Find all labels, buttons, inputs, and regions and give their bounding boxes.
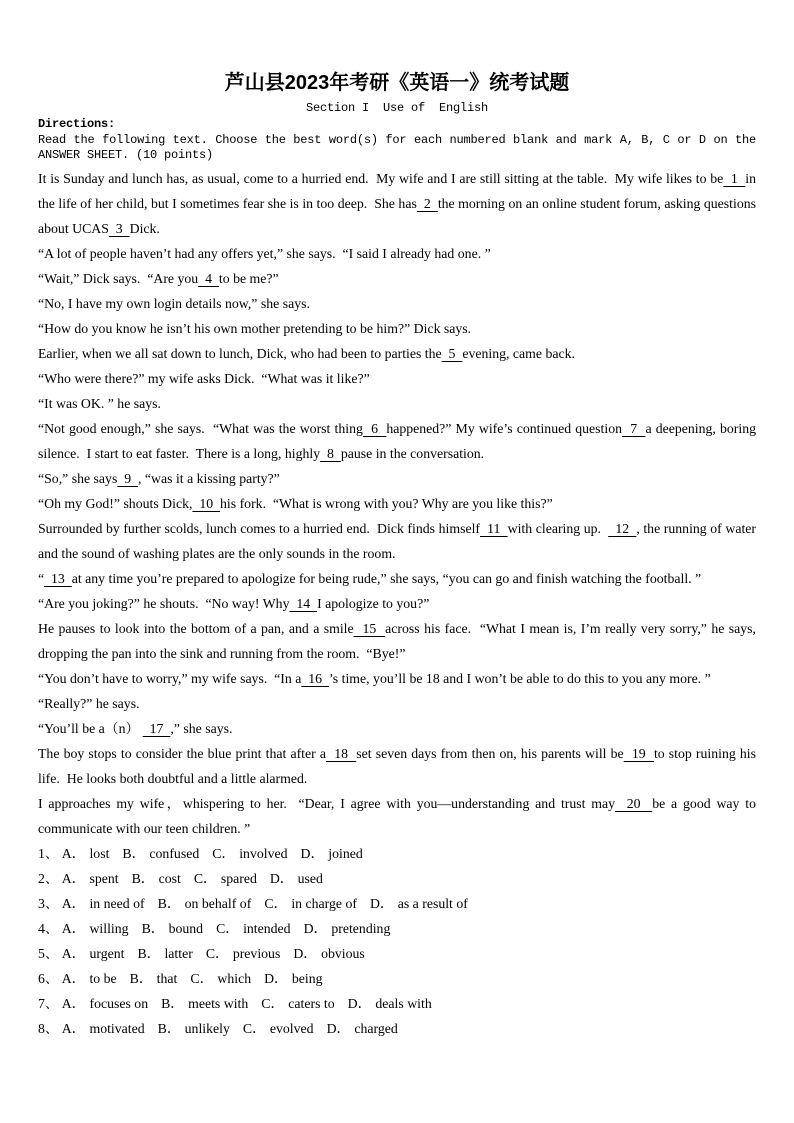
cloze-blank-5: 5 [441, 345, 463, 361]
choice-letter: B． [131, 870, 155, 886]
choice-A [62, 996, 148, 1011]
choice-text: willing [89, 920, 129, 936]
cloze-blank-1: 1 [723, 170, 746, 186]
choice-text: that [156, 970, 178, 986]
choice-A [62, 871, 119, 886]
choice-letter: A． [61, 895, 86, 911]
choice-letter: D． [347, 995, 372, 1011]
choice-letter: A． [61, 870, 86, 886]
choice-text: meets with [188, 995, 249, 1011]
choice-C [206, 946, 281, 961]
choice-A [62, 946, 125, 961]
passage-paragraph: “Who were there?” my wife asks Dick. “What was it like?” [38, 370, 370, 386]
choice-text: lost [89, 845, 110, 861]
cloze-blank-18: 18 [325, 745, 357, 761]
choice-text: latter [164, 945, 193, 961]
passage-paragraph: I approaches my wife，whispering to her. “Dear, I agree with you—understanding and trust may 20 be a good way to communicate with our teen children. ” [38, 795, 760, 836]
option-row-3 [38, 891, 756, 916]
choice-A [62, 896, 145, 911]
passage-paragraph: Earlier, when we all sat down to lunch, Dick, who had been to parties the 5 evening, came back. [38, 345, 575, 361]
choice-text: deals with [375, 995, 432, 1011]
choice-letter: A． [61, 945, 86, 961]
choice-text: previous [232, 945, 281, 961]
choice-text: focuses on [89, 995, 149, 1011]
option-number: 4、 [38, 920, 59, 936]
option-row-6 [38, 966, 756, 991]
choice-A [62, 846, 110, 861]
cloze-blank-14: 14 [289, 595, 318, 611]
choice-text: in need of [89, 895, 145, 911]
page-title: 芦山县2023年考研《英语一》统考试题 [224, 72, 570, 94]
choice-letter: A． [61, 970, 86, 986]
cloze-blank-16: 16 [301, 670, 329, 686]
passage-paragraph: “You don’t have to worry,” my wife says. “In a 16 ’s time, you’ll be 18 and I won’t be able to do this to you any more. ” [38, 670, 711, 686]
choice-text: on behalf of [184, 895, 252, 911]
choice-letter: B． [161, 995, 185, 1011]
choice-letter: B． [122, 845, 146, 861]
choice-C [216, 921, 291, 936]
directions-text: Read the following text. Choose the best word(s) for each numbered blank and mark A, B, C or D on the ANSWER SHEET. (10 points) [38, 132, 756, 162]
option-number: 8、 [38, 1020, 59, 1036]
option-row-8 [38, 1016, 756, 1041]
choice-letter: B． [157, 895, 181, 911]
choice-text: involved [239, 845, 288, 861]
passage-paragraph: “ 13 at any time you’re prepared to apologize for being rude,” she says, “you can go and finish watching the football. ” [38, 570, 702, 586]
choice-B [161, 996, 248, 1011]
passage-paragraph: “Really?” he says. [38, 695, 140, 711]
choice-letter: C． [205, 945, 229, 961]
choice-text: charged [354, 1020, 398, 1036]
directions-label: Directions: [38, 117, 116, 131]
choice-text: spent [89, 870, 119, 886]
choice-D [327, 1021, 398, 1036]
cloze-blank-11: 11 [480, 520, 508, 536]
choice-letter: B． [157, 1020, 181, 1036]
cloze-blank-4: 4 [198, 270, 219, 286]
choice-B [158, 1021, 230, 1036]
choice-letter: C． [242, 1020, 266, 1036]
choice-letter: B． [129, 970, 153, 986]
choice-text: spared [220, 870, 257, 886]
option-number: 6、 [38, 970, 59, 986]
choice-C [243, 1021, 314, 1036]
choice-text: motivated [89, 1020, 145, 1036]
choice-text: bound [168, 920, 204, 936]
choice-B [142, 921, 204, 936]
choice-text: confused [149, 845, 200, 861]
passage-paragraph: “It was OK. ” he says. [38, 395, 161, 411]
cloze-blank-7: 7 [622, 420, 646, 436]
choice-letter: A． [61, 920, 86, 936]
option-number: 5、 [38, 945, 59, 961]
choice-letter: D． [326, 1020, 351, 1036]
cloze-blank-9: 9 [117, 470, 139, 486]
choice-B [122, 846, 199, 861]
choice-D [348, 996, 432, 1011]
cloze-passage [38, 166, 760, 841]
passage-paragraph: “Are you joking?” he shouts. “No way! Why 14 I apologize to you?” [38, 595, 430, 611]
passage-paragraph: The boy stops to consider the blue print that after a 18 set seven days from then on, his parents will be 19 to stop ruining his life. He looks both doubtful and a little alarmed. [38, 745, 760, 786]
choice-D [264, 971, 322, 986]
directions-block [38, 117, 756, 164]
choice-text: joined [328, 845, 363, 861]
passage-paragraph: “You’ll be a（n） 17 ,” she says. [38, 720, 233, 736]
passage-paragraph: It is Sunday and lunch has, as usual, come to a hurried end. My wife and I are still sitting at the table. My wife likes to be 1 in the life of her child, but I sometimes fear she is in too deep. She has 2 the morning on an online student forum, asking questions about UCAS 3 Dick. [38, 170, 760, 236]
cloze-blank-8: 8 [320, 445, 341, 461]
choice-letter: D． [264, 970, 288, 986]
options-list [38, 841, 756, 1041]
choice-A [62, 1021, 145, 1036]
choice-letter: D． [303, 920, 328, 936]
choice-text: being [291, 970, 323, 986]
choice-C [190, 971, 251, 986]
choice-C [264, 896, 357, 911]
choice-text: urgent [89, 945, 125, 961]
cloze-blank-20: 20 [615, 795, 653, 811]
passage-paragraph: He pauses to look into the bottom of a pan, and a smile 15 across his face. “What I mean is, I’m really very sorry,” he says, dropping the pan into the sink and running from the room. “Bye!” [38, 620, 760, 661]
choice-B [158, 896, 252, 911]
choice-text: used [297, 870, 323, 886]
choice-letter: D． [300, 845, 325, 861]
choice-text: caters to [288, 995, 335, 1011]
choice-D [304, 921, 391, 936]
passage-paragraph: “Oh my God!” shouts Dick, 10 his fork. “What is wrong with you? Why are you like this?” [38, 495, 553, 511]
choice-C [194, 871, 257, 886]
choice-B [137, 946, 192, 961]
passage-paragraph: “So,” she says 9 , “was it a kissing party?” [38, 470, 280, 486]
choice-letter: C． [216, 920, 240, 936]
choice-C [261, 996, 334, 1011]
cloze-blank-15: 15 [353, 620, 386, 636]
choice-C [212, 846, 287, 861]
choice-A [62, 921, 129, 936]
choice-letter: C． [261, 995, 285, 1011]
choice-D [293, 946, 364, 961]
choice-text: which [217, 970, 252, 986]
choice-text: as a result of [397, 895, 468, 911]
option-row-2 [38, 866, 756, 891]
passage-paragraph: “Not good enough,” she says. “What was the worst thing 6 happened?” My wife’s continued question 7 a deepening, boring silence. I start to eat faster. There is a long, highly 8 pause in the conversation. [38, 420, 760, 461]
cloze-blank-3: 3 [108, 220, 130, 236]
option-row-7 [38, 991, 756, 1016]
choice-B [132, 871, 181, 886]
option-number: 3、 [38, 895, 59, 911]
choice-text: evolved [269, 1020, 314, 1036]
choice-letter: B． [137, 945, 161, 961]
choice-letter: A． [61, 995, 86, 1011]
option-number: 7、 [38, 995, 59, 1011]
option-row-1 [38, 841, 756, 866]
cloze-blank-17: 17 [142, 720, 171, 736]
choice-D [370, 896, 468, 911]
choice-letter: D． [293, 945, 318, 961]
option-number: 1、 [38, 845, 59, 861]
choice-text: to be [89, 970, 117, 986]
choice-D [301, 846, 363, 861]
choice-text: in charge of [291, 895, 357, 911]
choice-letter: C． [264, 895, 288, 911]
cloze-blank-12: 12 [608, 520, 637, 536]
cloze-blank-10: 10 [192, 495, 221, 511]
choice-text: cost [158, 870, 181, 886]
passage-paragraph: “A lot of people haven’t had any offers yet,” she says. “I said I already had one. ” [38, 245, 491, 261]
cloze-blank-19: 19 [623, 745, 654, 761]
passage-paragraph: “Wait,” Dick says. “Are you 4 to be me?” [38, 270, 279, 286]
choice-B [130, 971, 178, 986]
cloze-blank-2: 2 [416, 195, 438, 211]
choice-letter: D． [269, 870, 294, 886]
choice-letter: B． [141, 920, 165, 936]
choice-letter: C． [193, 870, 217, 886]
choice-letter: A． [61, 845, 86, 861]
cloze-blank-13: 13 [44, 570, 72, 586]
section-heading: Section I Use of English [305, 101, 489, 115]
choice-letter: C． [190, 970, 214, 986]
passage-paragraph: Surrounded by further scolds, lunch comes to a hurried end. Dick finds himself 11 with clearing up. 12 , the running of water and the sound of washing plates are the only sounds in the room. [38, 520, 760, 561]
choice-letter: C． [212, 845, 236, 861]
choice-text: pretending [331, 920, 391, 936]
option-row-5 [38, 941, 756, 966]
passage-paragraph: “How do you know he isn’t his own mother pretending to be him?” Dick says. [38, 320, 472, 336]
passage-paragraph: “No, I have my own login details now,” she says. [38, 295, 310, 311]
choice-letter: A． [61, 1020, 86, 1036]
choice-text: obvious [321, 945, 365, 961]
cloze-blank-6: 6 [362, 420, 387, 436]
option-row-4 [38, 916, 756, 941]
choice-text: intended [243, 920, 291, 936]
choice-A [62, 971, 117, 986]
choice-D [270, 871, 323, 886]
choice-text: unlikely [184, 1020, 230, 1036]
option-number: 2、 [38, 870, 59, 886]
choice-letter: D． [369, 895, 394, 911]
